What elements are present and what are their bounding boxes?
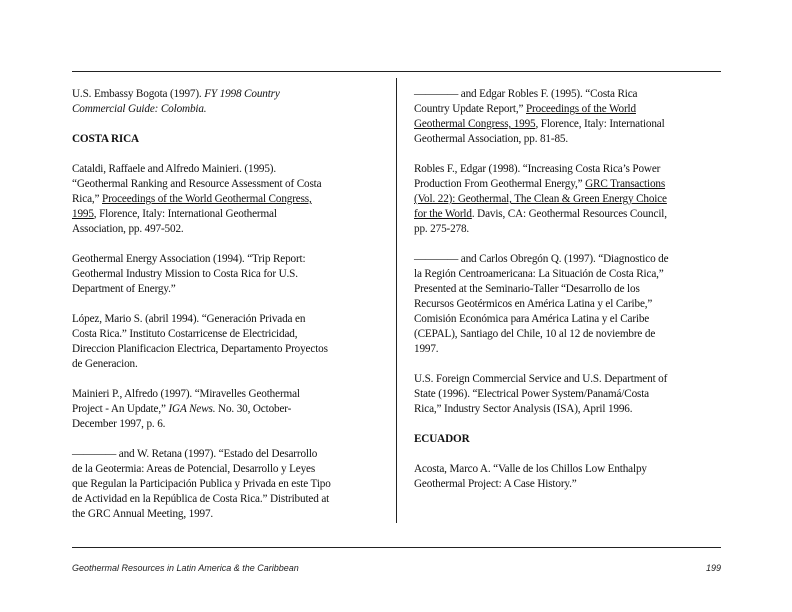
reference-acosta bbox=[414, 462, 704, 492]
ref-line: Rica,” Industry Sector Analysis (ISA), April 1996. bbox=[414, 403, 633, 415]
ref-line bbox=[414, 207, 704, 222]
ref-line bbox=[72, 402, 362, 417]
ref-text: Production From Geothermal Energy,” bbox=[414, 178, 586, 190]
ref-line: Department of Energy.” bbox=[72, 283, 176, 295]
ref-line bbox=[414, 177, 704, 192]
ref-line: la Región Centroamericana: La Situación de Costa Rica,” bbox=[414, 268, 664, 280]
ref-line: Robles F., Edgar (1998). “Increasing Costa Rica’s Power bbox=[414, 163, 661, 175]
ref-line: (CEPAL), Santiago del Chile, 10 al 12 de noviembre de bbox=[414, 328, 656, 340]
section-heading-ecuador: ECUADOR bbox=[414, 433, 470, 445]
ref-line: 1997. bbox=[414, 343, 439, 355]
reference-mainieri bbox=[72, 387, 362, 432]
ref-line: Geothermal Association, pp. 81-85. bbox=[414, 133, 568, 145]
reference-lopez bbox=[72, 312, 362, 372]
ref-italic-title: FY 1998 Country bbox=[204, 88, 280, 100]
ref-line: State (1996). “Electrical Power System/Panamá/Costa bbox=[414, 388, 649, 400]
ref-text: Project - An Update,” bbox=[72, 403, 169, 415]
ref-line: December 1997, p. 6. bbox=[72, 418, 166, 430]
ref-line: U.S. Foreign Commercial Service and U.S. Department of bbox=[414, 373, 668, 385]
ref-line: ———— and Carlos Obregón Q. (1997). “Diagnostico de bbox=[414, 253, 669, 265]
ref-underlined-title: Proceedings of the World Geothermal Congress, bbox=[102, 193, 312, 205]
ref-line: Geothermal Project: A Case History.” bbox=[414, 478, 577, 490]
reference-cataldi bbox=[72, 162, 362, 237]
reference-robles-1995 bbox=[414, 87, 704, 147]
ref-text: Rica,” bbox=[72, 193, 103, 205]
reference-robles-1998 bbox=[414, 162, 704, 237]
ref-line: López, Mario S. (abril 1994). “Generación Privada en bbox=[72, 313, 306, 325]
ref-underlined-title: Proceedings of the World bbox=[525, 103, 636, 115]
column-divider bbox=[396, 78, 397, 523]
ref-text: , Florence, Italy: International Geothermal bbox=[93, 208, 277, 220]
ref-line: Acosta, Marco A. “Valle de los Chillos Low Enthalpy bbox=[414, 463, 647, 475]
ref-line bbox=[72, 87, 362, 102]
ref-line: Mainieri P., Alfredo (1997). “Miravelles Geothermal bbox=[72, 388, 300, 400]
ref-line: the GRC Annual Meeting, 1997. bbox=[72, 508, 214, 520]
reference-bogota bbox=[72, 87, 362, 117]
ref-line: ———— and W. Retana (1997). “Estado del Desarrollo bbox=[72, 448, 318, 460]
ref-text: No. 30, October- bbox=[215, 403, 292, 415]
ref-underlined-title: for the World bbox=[414, 208, 472, 220]
ref-line: ———— and Edgar Robles F. (1995). “Costa Rica bbox=[414, 88, 638, 100]
ref-line: Cataldi, Raffaele and Alfredo Mainieri. (1995). bbox=[72, 163, 276, 175]
ref-underlined-title: GRC Transactions bbox=[585, 178, 666, 190]
right-column bbox=[414, 87, 704, 507]
reference-retana bbox=[72, 447, 362, 522]
ref-line: Geothermal Industry Mission to Costa Rica for U.S. bbox=[72, 268, 298, 280]
top-rule bbox=[72, 71, 721, 72]
ref-italic-title: IGA News. bbox=[168, 403, 216, 415]
bottom-rule bbox=[72, 547, 721, 548]
ref-line bbox=[72, 207, 362, 222]
ref-line: Recursos Geotérmicos en América Latina y el Caribe,” bbox=[414, 298, 653, 310]
ref-line bbox=[414, 117, 704, 132]
reference-foreign-commercial-service bbox=[414, 372, 704, 417]
page-number: 199 bbox=[705, 563, 721, 573]
ref-underlined-title: 1995 bbox=[72, 208, 94, 220]
ref-line: pp. 275-278. bbox=[414, 223, 470, 235]
left-column bbox=[72, 87, 362, 537]
ref-line: de Generacion. bbox=[72, 358, 138, 370]
ref-line bbox=[72, 192, 362, 207]
ref-line: Direccion Planificacion Electrica, Departamento Proyectos bbox=[72, 343, 328, 355]
reference-gea bbox=[72, 252, 362, 297]
ref-text: U.S. Embassy Bogota (1997). bbox=[72, 88, 205, 100]
ref-line: Association, pp. 497-502. bbox=[72, 223, 184, 235]
ref-line bbox=[414, 102, 704, 117]
ref-underlined-title: (Vol. 22): Geothermal, The Clean & Green Energy Choice bbox=[414, 193, 667, 205]
ref-italic-title: Commercial Guide: Colombia. bbox=[72, 103, 207, 115]
ref-line: que Regulan la Participación Publica y Privada en este Tipo bbox=[72, 478, 331, 490]
ref-line: de Actividad en la República de Costa Rica.” Distributed at bbox=[72, 493, 330, 505]
reference-obregon bbox=[414, 252, 704, 357]
ref-line: Costa Rica.” Instituto Costarricense de Electricidad, bbox=[72, 328, 298, 340]
ref-line: de la Geotermia: Areas de Potencial, Desarrollo y Leyes bbox=[72, 463, 316, 475]
ref-text: Country Update Report,” bbox=[414, 103, 526, 115]
ref-line: “Geothermal Ranking and Resource Assessment of Costa bbox=[72, 178, 322, 190]
ref-line: Presented at the Seminario-Taller “Desarrollo de los bbox=[414, 283, 640, 295]
ref-underlined-title: Geothermal Congress, 1995 bbox=[414, 118, 536, 130]
footer-title: Geothermal Resources in Latin America & the Caribbean bbox=[72, 563, 299, 573]
ref-line: Geothermal Energy Association (1994). “Trip Report: bbox=[72, 253, 306, 265]
ref-text: . Davis, CA: Geothermal Resources Council, bbox=[471, 208, 667, 220]
ref-text: , Florence, Italy: International bbox=[535, 118, 665, 130]
section-heading-costa-rica: COSTA RICA bbox=[72, 133, 139, 145]
ref-line: Comisión Económica para América Latina y el Caribe bbox=[414, 313, 650, 325]
